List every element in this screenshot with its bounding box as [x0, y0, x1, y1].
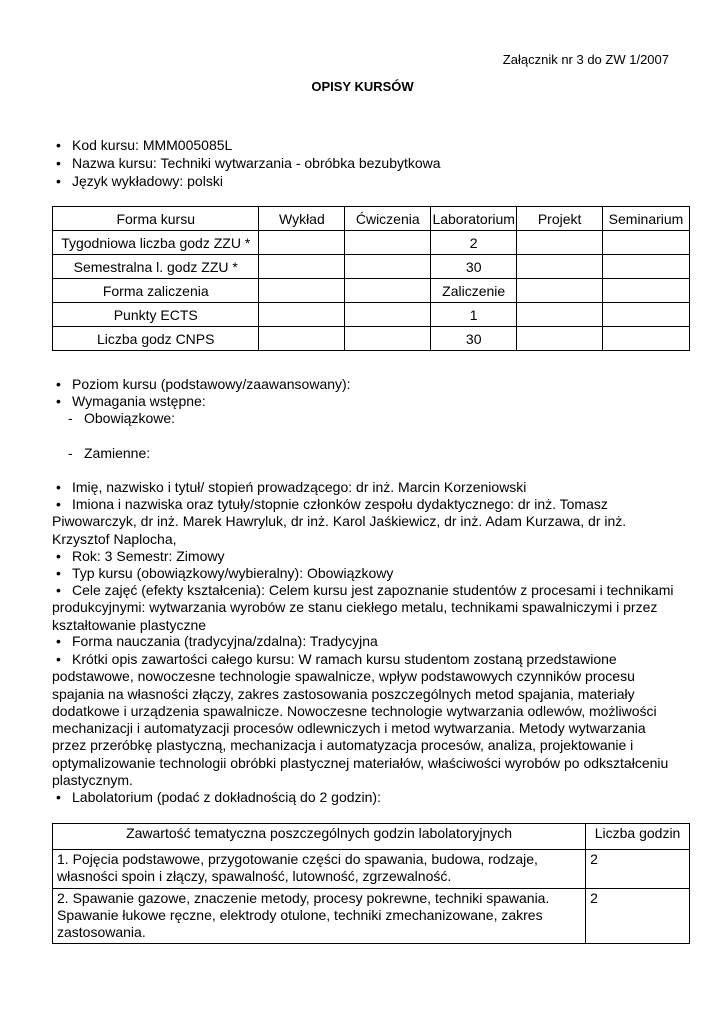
table-header-cell: Laboratorium [431, 207, 517, 231]
lab-value: 30 [431, 255, 517, 279]
table-row [53, 279, 690, 303]
bullet-icon: • [56, 582, 61, 598]
bullet-icon: • [56, 548, 61, 564]
bullet-icon: • [56, 651, 61, 667]
table-row [53, 231, 690, 255]
course-goals: • Cele zajęć (efekty kształcenia): Celem kursu jest zapoznanie studentów z procesami i technikami produkcyjnymi: wytwarzania wyrobów ze stanu ciekłego metalu, technikami spawalniczymi i przez kształtowanie plastyczne [52, 582, 674, 633]
row-label: Forma zaliczenia [53, 279, 259, 303]
bullet-icon: • [56, 496, 61, 512]
table-header-row [53, 824, 690, 850]
row-label: Semestralna l. godz ZZU * [53, 255, 259, 279]
lab-value: 2 [431, 231, 517, 255]
bullet-icon: • [56, 789, 61, 805]
laboratory-heading: • Labolatorium (podać z dokładnością do 2 godzin): [56, 789, 381, 805]
lab-value: 30 [431, 327, 517, 351]
bullet-icon: • [56, 137, 61, 153]
table-row [53, 303, 690, 327]
table-header-row [53, 207, 690, 231]
table-header-cell: Forma kursu [53, 207, 259, 231]
bullet-icon: • [56, 393, 61, 409]
page-title: OPISY KURSÓW [311, 79, 414, 94]
table-row [53, 850, 690, 889]
teaching-form: • Forma nauczania (tradycyjna/zdalna): Tradycyjna [56, 633, 378, 649]
lecturer: • Imię, nazwisko i tytuł/ stopień prowadzącego: dr inż. Marcin Korzeniowski [56, 479, 527, 495]
lab-hours: 2 [586, 888, 690, 944]
table-row [53, 255, 690, 279]
attachment-note: Załącznik nr 3 do ZW 1/2007 [502, 52, 669, 67]
bullet-icon: • [56, 173, 61, 189]
table-row [53, 327, 690, 351]
table-header-cell: Wykład [259, 207, 345, 231]
lab-value: Zaliczenie [431, 279, 517, 303]
bullet-icon: • [56, 155, 61, 171]
lab-topics-table [52, 823, 690, 944]
course-description: • Krótki opis zawartości całego kursu: W ramach kursu studentom zostaną przedstawione podstawowe, nowoczesne technologie spawalnicze, wpływ podstawowych czynników procesu spajania na własności złączy, zakres zastosowania poszczególnych metod spajania, materiały dodatkowe i urządzenia spawalnicze. Nowoczesne technologie wytwarzania odlewów, możliwości mechanizacji i automatyzacji procesów odlewniczych i metod wytwarzania. Metody wytwarzania przez przeróbkę plastyczną, mechanizacja i automatyzacja procesów, analiza, projektowanie i optymalizowanie technologii obróbki plastycznej materiałów, właściwości wyrobów po odkształceniu plastycznym. [52, 651, 669, 789]
bullet-icon: • [56, 633, 61, 649]
lab-hours: 2 [586, 850, 690, 889]
table-header-cell: Seminarium [603, 207, 690, 231]
teaching-team: • Imiona i nazwiska oraz tytuły/stopnie członków zespołu dydaktycznego: dr inż. Tomasz Piwowarczyk, dr inż. Marek Hawryluk, dr inż. Karol Jaśkiewicz, dr inż. Adam Kurzawa, dr inż. Krzysztof Naplocha, [52, 496, 627, 547]
row-label: Liczba godz CNPS [53, 327, 259, 351]
bullet-icon: • [56, 565, 61, 581]
hours-table [52, 206, 690, 351]
bullet-icon: • [56, 376, 61, 392]
row-label: Punkty ECTS [53, 303, 259, 327]
course-code: • Kod kursu: MMM005085L [56, 137, 233, 153]
requirements-mandatory: - Obowiązkowe: [68, 410, 176, 426]
course-name: • Nazwa kursu: Techniki wytwarzania - obróbka bezubytkowa [56, 155, 441, 171]
dash-icon: - [68, 445, 73, 461]
lab-topic: 2. Spawanie gazowe, znaczenie metody, procesy pokrewne, techniki spawania. Spawanie łukowe ręczne, elektrody otulone, techniki zmechanizowane, zakres zastosowania. [53, 888, 586, 944]
table-header-cell: Ćwiczenia [345, 207, 431, 231]
row-label: Tygodniowa liczba godz ZZU * [53, 231, 259, 255]
lab-topic: 1. Pojęcia podstawowe, przygotowanie części do spawania, budowa, rodzaje, własności spoin i złączy, spawalność, lutowność, zgrzewalność. [53, 850, 586, 889]
course-year: • Rok: 3 Semestr: Zimowy [56, 548, 225, 564]
dash-icon: - [68, 410, 73, 426]
bullet-icon: • [56, 479, 61, 495]
requirements-substitute: - Zamienne: [68, 445, 151, 461]
table-header-cell: Zawartość tematyczna poszczególnych godzin labolatoryjnych [53, 824, 586, 850]
table-row [53, 888, 690, 944]
requirements-title: • Wymagania wstępne: [56, 393, 206, 409]
course-level: • Poziom kursu (podstawowy/zaawansowany): [56, 376, 351, 392]
lab-value: 1 [431, 303, 517, 327]
table-header-cell: Liczba godzin [586, 824, 690, 850]
course-type: • Typ kursu (obowiązkowy/wybieralny): Obowiązkowy [56, 565, 394, 581]
course-language: • Język wykładowy: polski [56, 173, 223, 189]
table-header-cell: Projekt [517, 207, 603, 231]
